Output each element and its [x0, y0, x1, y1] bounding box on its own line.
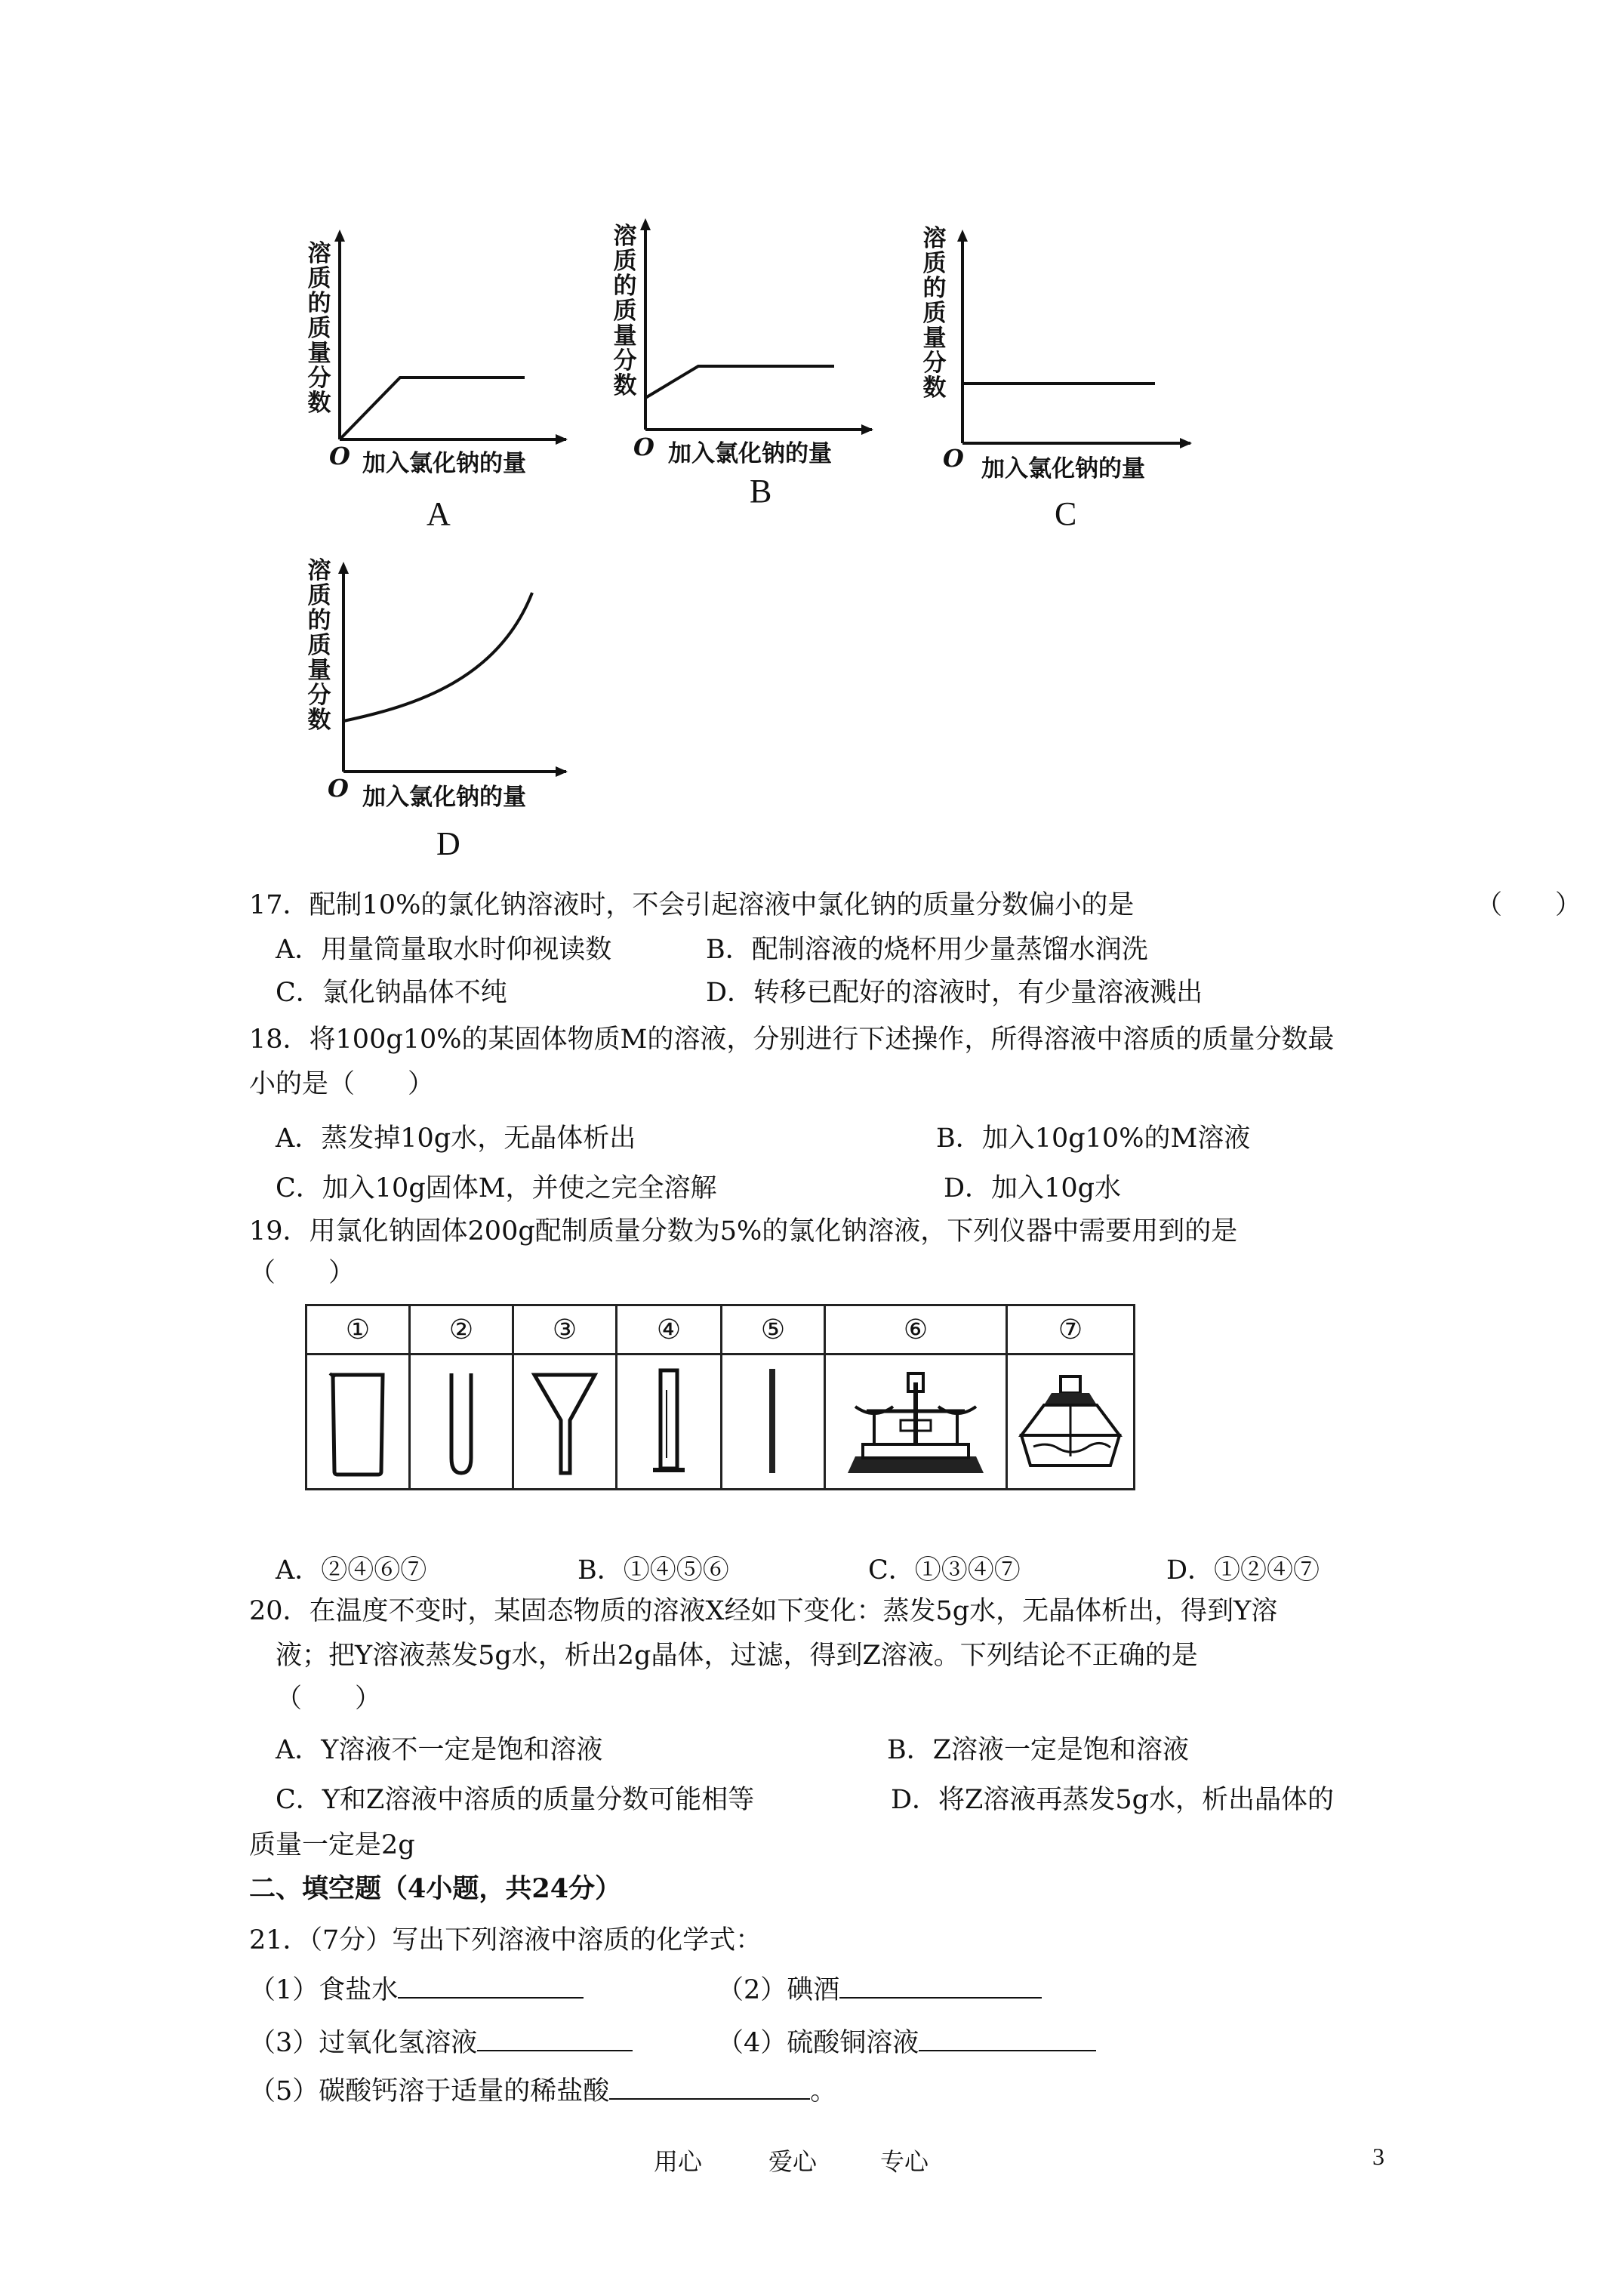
q21-item-5: [249, 2075, 836, 2108]
q21-item-3-label: （3）过氧化氢溶液: [249, 2028, 478, 2058]
graph-a: [302, 227, 574, 536]
graph-b-ylabel: 溶质的质量分数: [613, 223, 637, 399]
answer-blank[interactable]: [609, 2076, 810, 2100]
graph-a-ylabel: 溶质的质量分数: [307, 240, 331, 417]
q18-stem-line1: 18．将100g10%的某固体物质M的溶液，分别进行下述操作，所得溶液中溶质的质量分数最: [249, 1025, 1335, 1055]
section-heading: 二、填空题（4小题，共24分）: [249, 1873, 622, 1904]
footer-motto-2: 爱心: [768, 2147, 818, 2176]
q21-item-5-end: 。: [810, 2076, 837, 2106]
funnel-icon: [513, 1354, 617, 1490]
q21-item-4: [717, 2026, 1096, 2060]
q20-option-a: A．Y溶液不一定是饱和溶液: [276, 1735, 603, 1765]
balance-scale-icon: [825, 1354, 1007, 1490]
page-number: 3: [1372, 2143, 1384, 2170]
q21-item-4-label: （4）硫酸铜溶液: [717, 2028, 919, 2058]
test-tube-icon: [410, 1354, 513, 1490]
apparatus-header-row: [306, 1305, 1135, 1354]
q18-stem-line2: 小的是（ ）: [249, 1069, 435, 1099]
q20-stem-line1: 20．在温度不变时，某固态物质的溶液X经如下变化：蒸发5g水，无晶体析出，得到Y溶: [249, 1596, 1278, 1626]
apparatus-number: ⑥: [825, 1305, 1007, 1354]
apparatus-number: ③: [513, 1305, 617, 1354]
apparatus-table: [305, 1304, 1135, 1490]
apparatus-number: ②: [410, 1305, 513, 1354]
graph-a-axes: [302, 227, 574, 453]
apparatus-number: ⑦: [1007, 1305, 1135, 1354]
graph-d-ylabel: 溶质的质量分数: [307, 557, 331, 734]
graph-b-xlabel: 加入氯化钠的量: [668, 440, 832, 467]
graph-c-origin: O: [943, 444, 964, 473]
q19-stem-line1: 19．用氯化钠固体200g配制质量分数为5%的氯化钠溶液，下列仪器中需要用到的是: [249, 1216, 1238, 1247]
q17-option-b: B．配制溶液的烧杯用少量蒸馏水润洗: [706, 935, 1148, 965]
q19-option-b: B．①④⑤⑥: [577, 1555, 729, 1586]
q17-option-d: D．转移已配好的溶液时，有少量溶液溅出: [706, 978, 1203, 1008]
graph-c-axes: [917, 227, 1204, 453]
graph-b: [608, 215, 879, 525]
q19-stem-line2: （ ）: [249, 1258, 356, 1288]
q18-option-a: A．蒸发掉10g水，无晶体析出: [276, 1123, 636, 1154]
graph-c-label: C: [1055, 495, 1077, 532]
q19-option-a: A．②④⑥⑦: [276, 1555, 427, 1586]
q18-option-c: C．加入10g固体M，并使之完全溶解: [276, 1173, 717, 1203]
q20-option-d: D．将Z溶液再蒸发5g水，析出晶体的: [891, 1785, 1335, 1815]
q21-item-3: [249, 2026, 633, 2060]
graph-d-axes: [302, 559, 574, 785]
q18-option-b: B．加入10g10%的M溶液: [936, 1123, 1251, 1154]
graph-a-label: A: [427, 495, 451, 532]
graph-a-origin: O: [329, 442, 350, 470]
graph-b-origin: O: [633, 433, 654, 461]
graph-d: [302, 559, 574, 876]
graph-d-xlabel: 加入氯化钠的量: [362, 784, 526, 811]
apparatus-number: ⑤: [722, 1305, 825, 1354]
q19-option-d: D．①②④⑦: [1166, 1555, 1320, 1586]
apparatus-number: ①: [306, 1305, 410, 1354]
q21-item-1: [249, 1974, 584, 2007]
alcohol-lamp-icon: [1007, 1354, 1135, 1490]
q17-option-c: C．氯化钠晶体不纯: [276, 978, 507, 1008]
answer-blank[interactable]: [398, 1974, 584, 1999]
q21-item-5-label: （5）碳酸钙溶于适量的稀盐酸: [249, 2076, 610, 2106]
answer-blank[interactable]: [919, 2027, 1096, 2051]
apparatus-number: ④: [617, 1305, 722, 1354]
graph-d-origin: O: [328, 774, 349, 803]
q21-item-1-label: （1）食盐水: [249, 1975, 399, 2005]
graph-b-axes: [608, 215, 879, 442]
q21-item-2: [717, 1974, 1042, 2007]
footer-motto-1: 用心: [654, 2147, 703, 2176]
beaker-icon: [306, 1354, 410, 1490]
q21-item-2-label: （2）碘酒: [717, 1975, 840, 2005]
q20-stem-line2: 液；把Y溶液蒸发5g水，析出2g晶体，过滤，得到Z溶液。下列结论不正确的是: [276, 1641, 1198, 1671]
graph-c: [917, 227, 1204, 536]
q19-option-c: C．①③④⑦: [868, 1555, 1021, 1586]
graph-d-curve: [343, 593, 532, 721]
q20-option-d-cont: 质量一定是2g: [249, 1830, 415, 1860]
answer-blank[interactable]: [839, 1974, 1042, 1999]
q21-stem: 21．（7分）写出下列溶液中溶质的化学式：: [249, 1925, 762, 1955]
q17-stem: 17．配制10%的氯化钠溶液时，不会引起溶液中氯化钠的质量分数偏小的是: [249, 890, 1135, 920]
graph-d-label: D: [436, 825, 460, 862]
q20-option-b: B．Z溶液一定是饱和溶液: [887, 1735, 1190, 1765]
answer-blank[interactable]: [477, 2027, 633, 2051]
q20-stem-line3: （ ）: [276, 1684, 382, 1714]
apparatus-picture-row: [306, 1354, 1135, 1490]
glass-rod-icon: [722, 1354, 825, 1490]
graph-c-xlabel: 加入氯化钠的量: [981, 455, 1145, 482]
q17-option-a: A．用量筒量取水时仰视读数: [276, 935, 612, 965]
q17-bracket: （ ）: [1476, 890, 1582, 920]
graph-a-xlabel: 加入氯化钠的量: [362, 450, 526, 477]
graph-b-label: B: [750, 473, 772, 510]
graph-b-curve: [645, 366, 834, 398]
q20-option-c: C．Y和Z溶液中溶质的质量分数可能相等: [276, 1785, 755, 1815]
graduated-cylinder-icon: [617, 1354, 722, 1490]
graph-a-curve: [340, 378, 525, 439]
footer-motto-3: 专心: [880, 2147, 929, 2176]
q18-option-d: D．加入10g水: [944, 1173, 1122, 1203]
graph-c-ylabel: 溶质的质量分数: [922, 225, 947, 402]
